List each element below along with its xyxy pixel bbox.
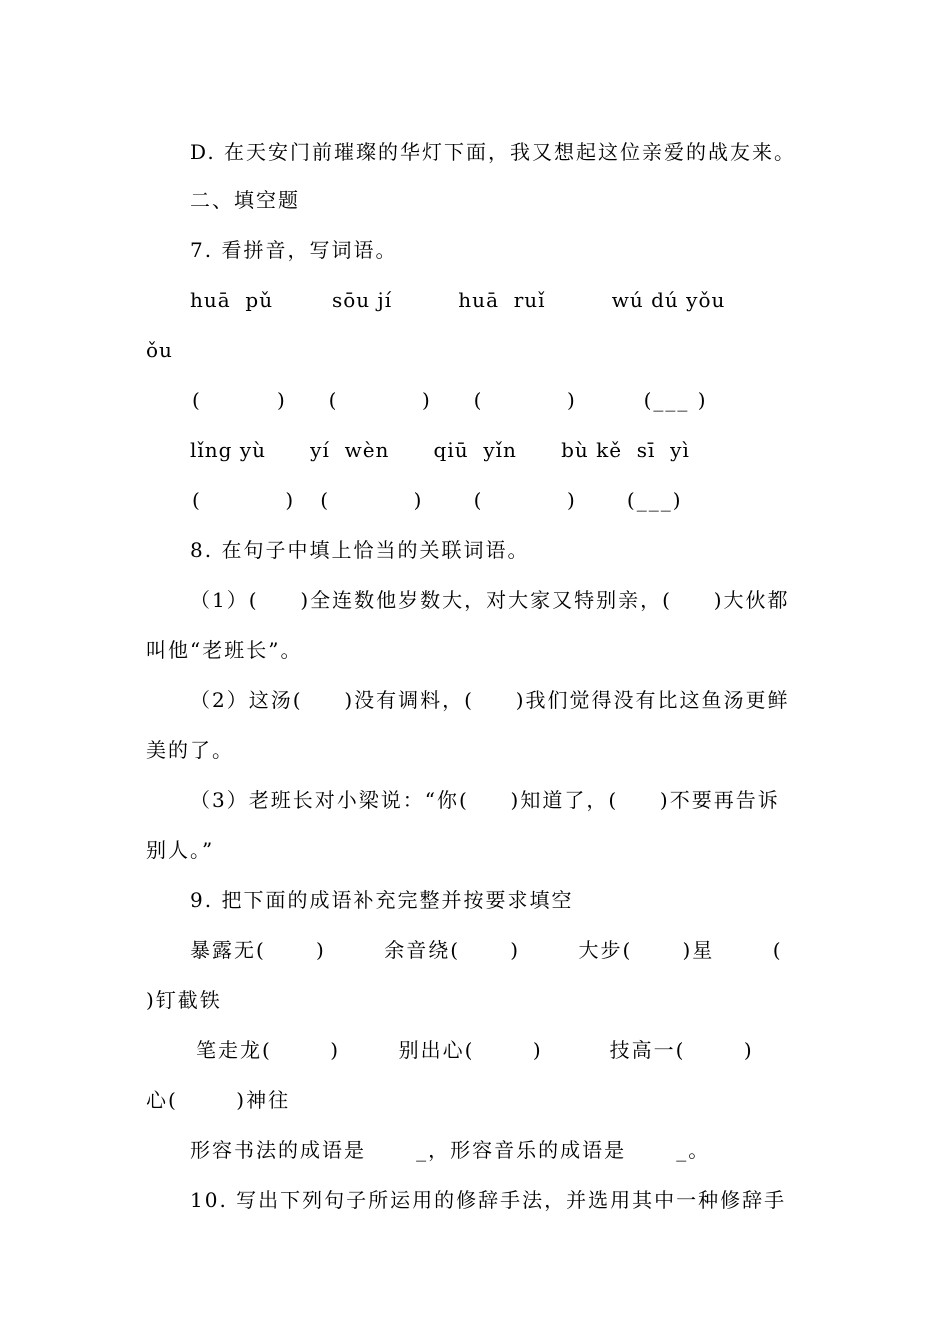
idiom-row-1: 暴露无( ) 余音绕( ) 大步( )星 ( — [190, 938, 783, 962]
idiom-row-2: 笔走龙( ) 别出心( ) 技高一( ) — [196, 1038, 754, 1062]
question-8-item-3-wrap: 别人。” — [146, 838, 215, 862]
question-8-item-1: （1）( )全连数他岁数大，对大家又特别亲，( )大伙都 — [190, 588, 790, 612]
section-heading-fill-in: 二、填空题 — [190, 188, 300, 212]
option-d-text: D. 在天安门前璀璨的华灯下面，我又想起这位亲爱的战友来。 — [190, 140, 797, 164]
pinyin-row-1: huā pǔ sōu jí huā ruǐ wú dú yǒu — [190, 288, 726, 312]
answer-blanks-row-1: ( ) ( ) ( ) (___ ) — [192, 388, 708, 412]
question-8-item-1-wrap: 叫他“老班长”。 — [146, 638, 303, 662]
question-7-title: 7. 看拼音，写词语。 — [190, 238, 398, 262]
pinyin-row-2: lǐng yù yí wèn qiū yǐn bù kě sī yì — [190, 438, 690, 462]
question-8-item-2: （2）这汤( )没有调料，( )我们觉得没有比这鱼汤更鲜 — [190, 688, 790, 712]
question-8-item-2-wrap: 美的了。 — [146, 738, 234, 762]
question-9-title: 9. 把下面的成语补充完整并按要求填空 — [190, 888, 574, 912]
idiom-row-2-wrap: 心( )神往 — [146, 1088, 291, 1112]
answer-blanks-row-2: ( ) ( ) ( ) (___) — [192, 488, 683, 512]
idiom-fill-in-sentence: 形容书法的成语是 _，形容音乐的成语是 _。 — [190, 1138, 711, 1162]
question-10-title: 10. 写出下列句子所运用的修辞手法，并选用其中一种修辞手 — [190, 1188, 787, 1212]
idiom-row-1-wrap: )钉截铁 — [146, 988, 222, 1012]
question-8-title: 8. 在句子中填上恰当的关联词语。 — [190, 538, 530, 562]
question-8-item-3: （3）老班长对小梁说：“你( )知道了，( )不要再告诉 — [190, 788, 780, 812]
pinyin-row-1-wrap: ǒu — [146, 338, 173, 362]
